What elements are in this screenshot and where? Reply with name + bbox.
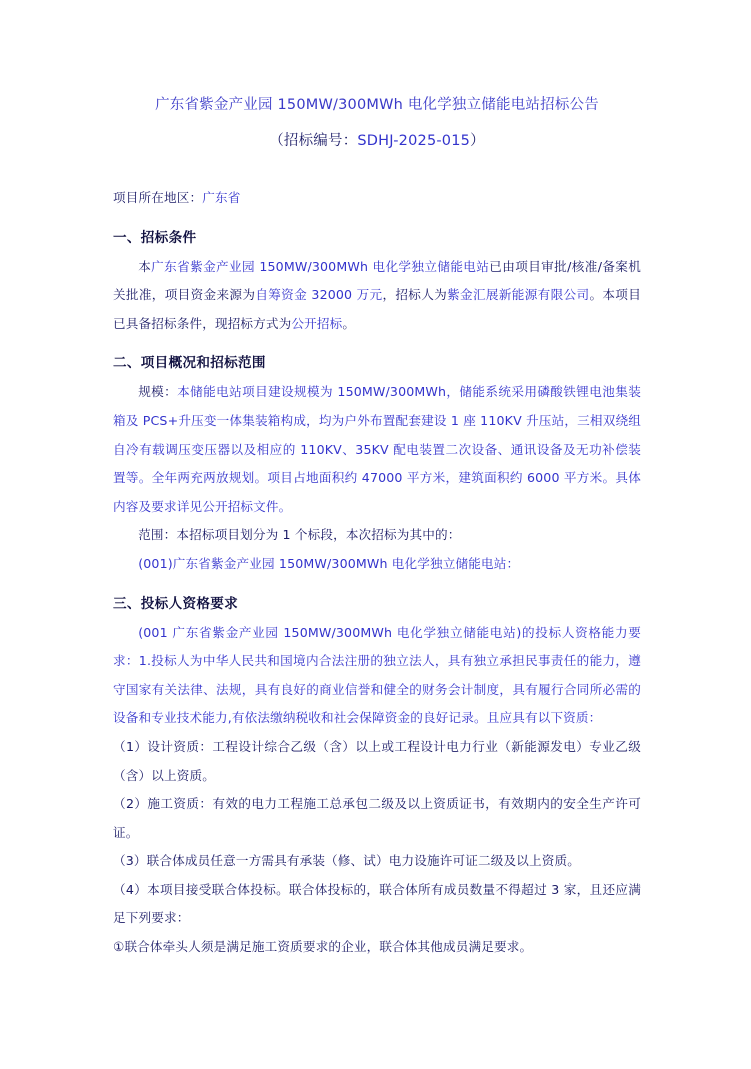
- tender-number-prefix: （招标编号：: [269, 133, 358, 149]
- section-heading-3: 三、投标人资格要求: [113, 595, 239, 612]
- spacer-before-section-1: [113, 213, 641, 223]
- scale-value: 本储能电站项目建设规模为 150MW/300MWh，储能系统采用磷酸铁锂电池集装箱及 PCS+升压变一体集装箱构成，均为户外布置配套建设 1 座 110KV 升压站，三相双绕组自冷有载调压变压器以及相应的 110KV、35KV 配电装置二次设备、通讯设备及无功补偿装置等。全年两充两放规划。项目占地面积约 47000 平方米，建筑面积约 6000 平方米。具体内容及要求详见公开招标文件。: [113, 384, 641, 514]
- range-label: 范围：: [138, 527, 177, 543]
- project-location-line: [113, 184, 641, 213]
- tender-number-line: [113, 118, 641, 154]
- qualification-lot-reference: (001 广东省紫金产业园 150MW/300MWh 电化学独立储能电站): [138, 624, 522, 640]
- section-2-lot-item: [113, 550, 641, 579]
- tender-number-value: SDHJ-2025-015: [357, 133, 471, 149]
- s1-funding-source: 自筹资金 32000 万元: [255, 287, 383, 303]
- section-3-intro-paragraph: [113, 619, 641, 733]
- qualification-item: （2）施工资质：有效的电力工程施工总承包二级及以上资质证书，有效期内的安全生产许可证。: [113, 796, 641, 840]
- section-2-range-paragraph: [113, 521, 641, 550]
- scale-label: 规模：: [138, 384, 178, 400]
- tender-number-suffix: ）: [470, 133, 485, 149]
- section-1-paragraph: [113, 253, 641, 339]
- s1-t5: ，招标人为: [382, 287, 448, 303]
- section-heading-1: 一、招标条件: [113, 229, 197, 246]
- lot-item-text: (001)广东省紫金产业园 150MW/300MWh 电化学独立储能电站：: [138, 555, 520, 571]
- project-location-label: 项目所在地区：: [113, 190, 203, 205]
- s1-t1: 本: [138, 258, 152, 274]
- s1-tenderee-name: 紫金汇展新能源有限公司: [447, 287, 590, 303]
- section-2-scale-paragraph: [113, 378, 641, 521]
- s1-project-name: 广东省紫金产业园 150MW/300MWh 电化学独立储能电站: [151, 258, 490, 274]
- s1-tender-method: 公开招标: [291, 315, 343, 331]
- qualification-item: （4）本项目接受联合体投标。联合体投标的，联合体所有成员数量不得超过 3 家，且还应满足下列要求：: [113, 881, 641, 926]
- project-location-value: 广东省: [202, 190, 241, 205]
- qualification-item: （3）联合体成员任意一方需具有承装（修、试）电力设施许可证二级及以上资质。: [113, 853, 580, 869]
- spacer-before-section-3: [113, 579, 641, 589]
- s1-t7: 。本项目已具备招标条件，现招标方式为: [113, 287, 641, 331]
- spacer-before-section-2: [113, 338, 641, 348]
- range-value: 本招标项目划分为 1 个标段，本次招标为其中的：: [176, 527, 461, 543]
- qualification-item: ①联合体牵头人须是满足施工资质要求的企业，联合体其他成员满足要求。: [113, 939, 533, 955]
- s1-t3: 已由项目审批/核准/备案机关批准，项目资金来源为: [113, 258, 642, 303]
- section-heading-2: 二、项目概况和招标范围: [113, 355, 266, 372]
- s1-t9: 。: [342, 315, 356, 331]
- qualification-intro-body: 的投标人资格能力要求：1.投标人为中华人民共和国境内合法注册的独立法人，具有独立承担民事责任的能力，遵守国家有关法律、法规，具有良好的商业信誉和健全的财务会计制度，具有履行合同所必需的设备和专业技术能力,有依法缴纳税收和社会保障资金的良好记录。且应具有以下资质：: [113, 624, 641, 726]
- qualification-item: （1）设计资质：工程设计综合乙级（含）以上或工程设计电力行业（新能源发电）专业乙级（含）以上资质。: [113, 738, 641, 783]
- document-content: [113, 0, 641, 962]
- page-title: 广东省紫金产业园 150MW/300MWh 电化学独立储能电站招标公告: [155, 97, 599, 113]
- spacer-after-title: [113, 154, 641, 184]
